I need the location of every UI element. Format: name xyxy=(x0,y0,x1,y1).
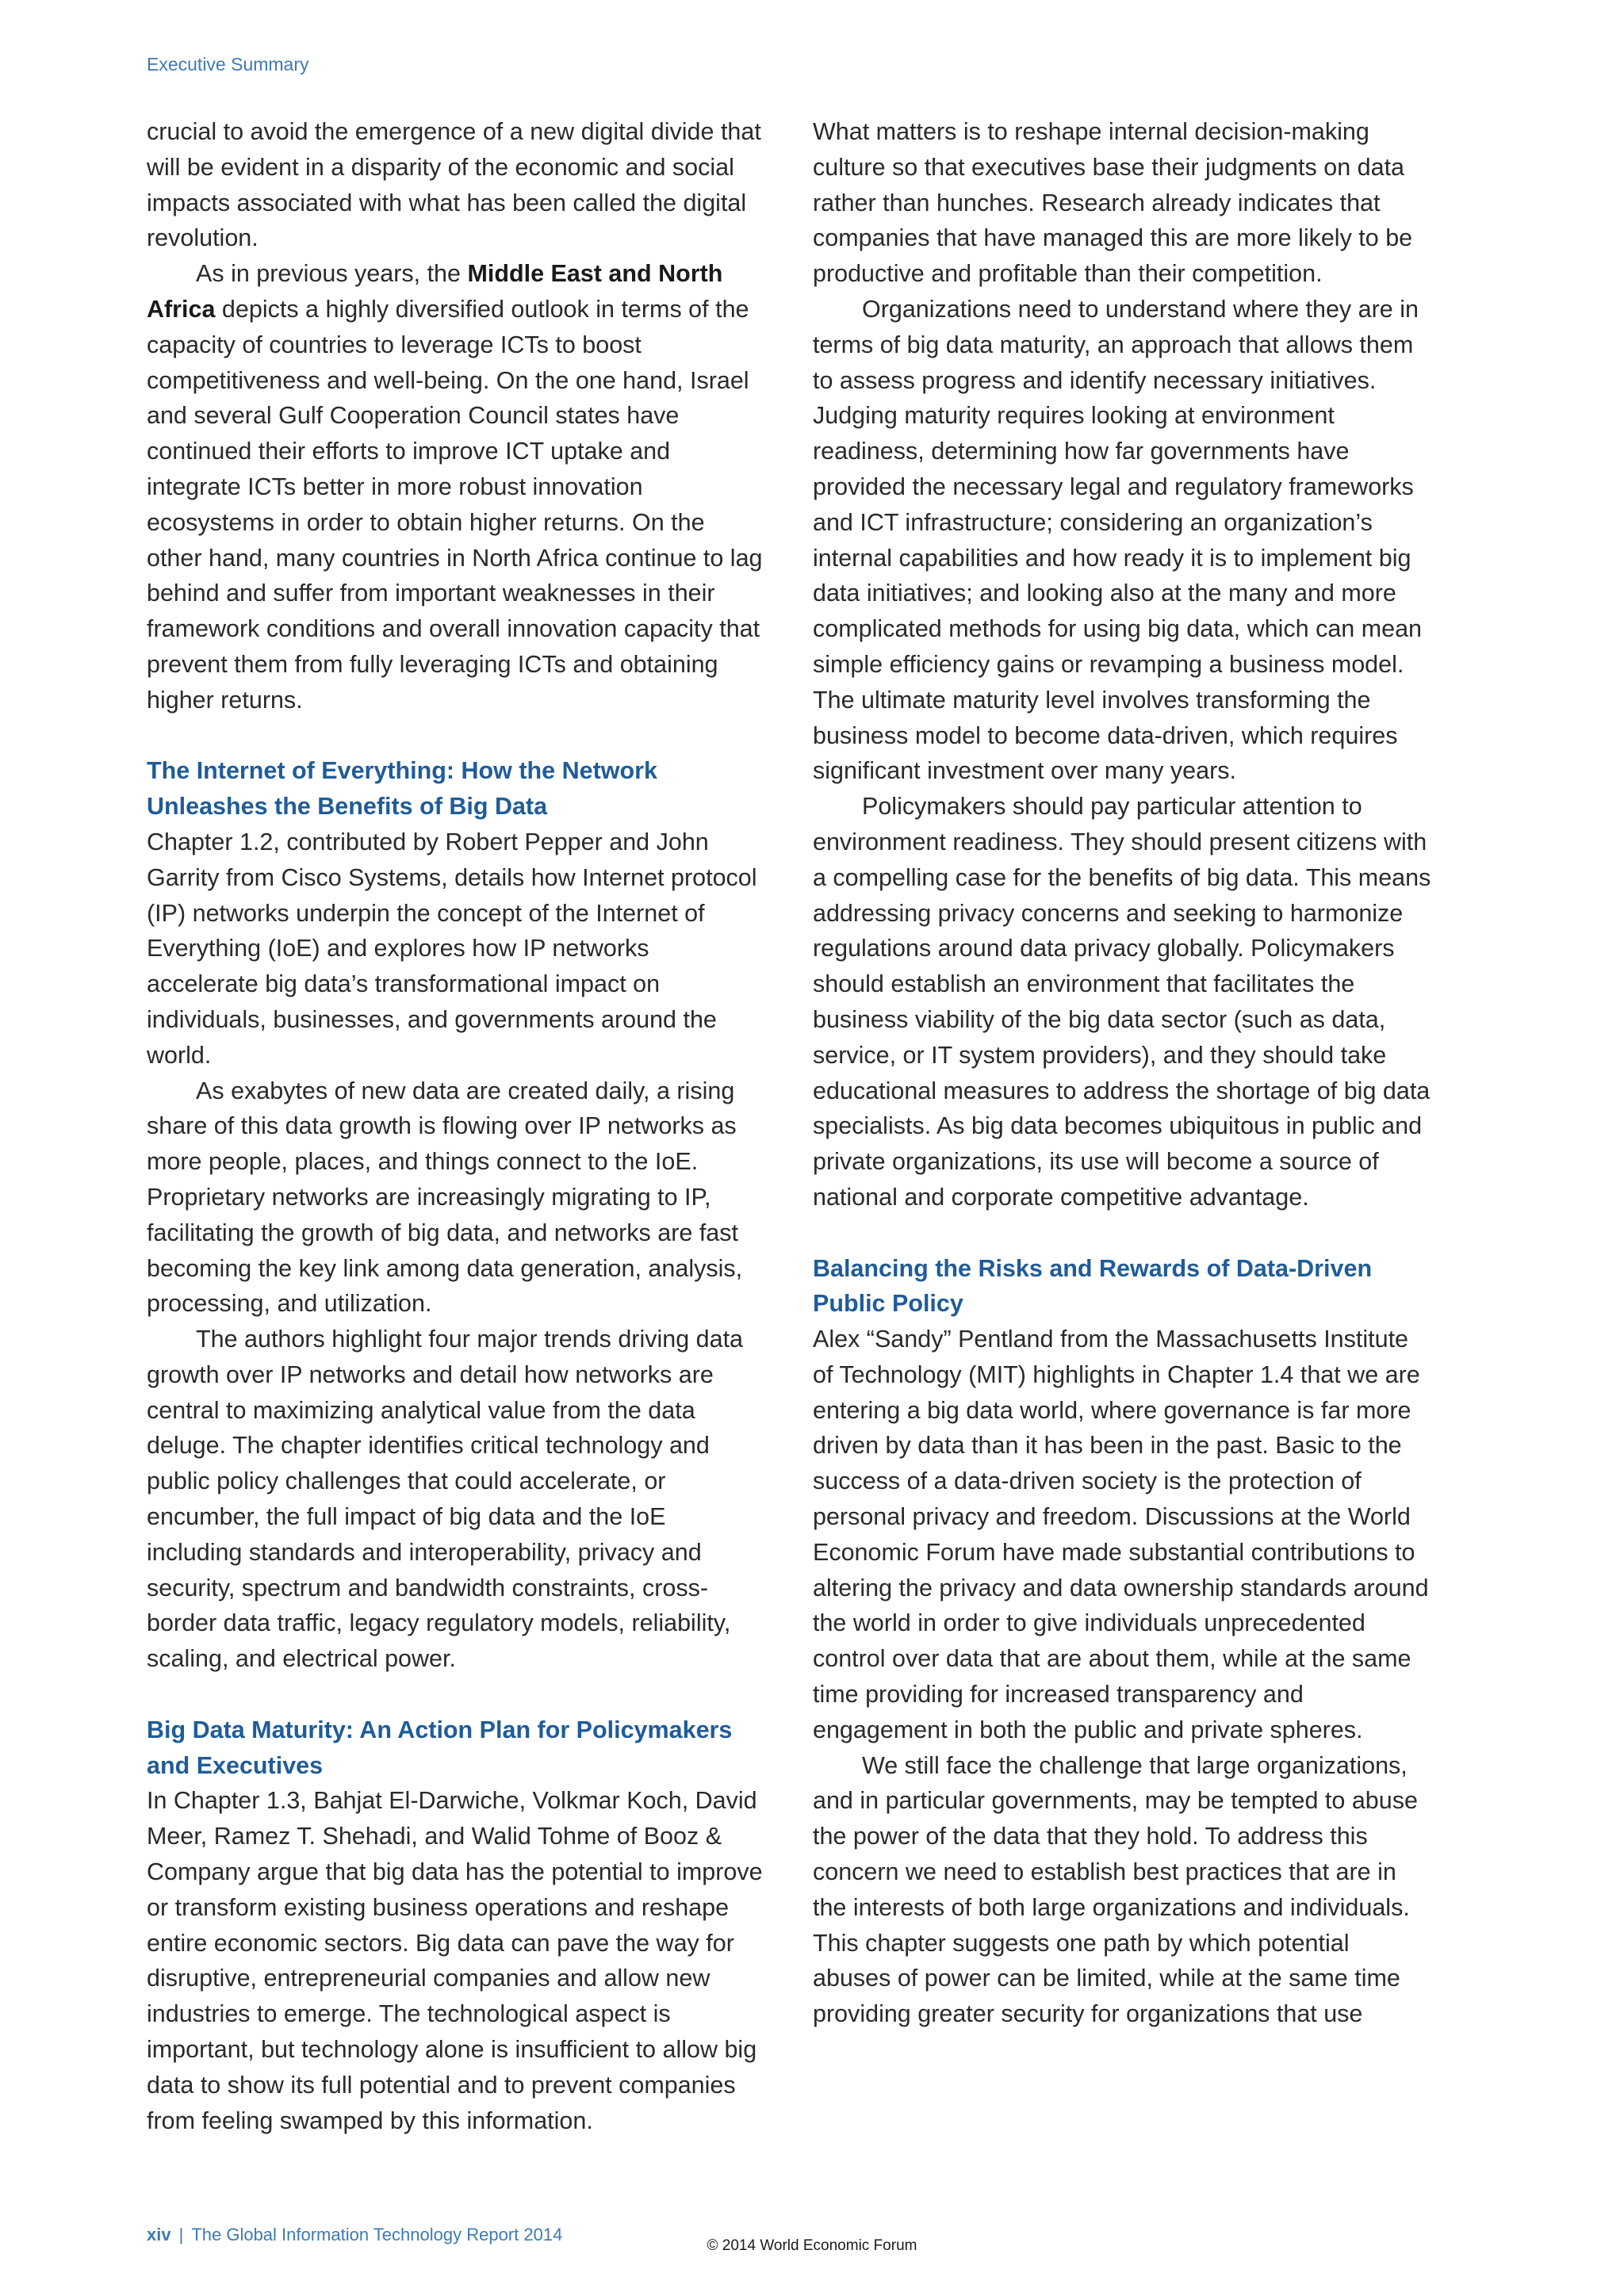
section-heading: The Internet of Everything: How the Network Unleashes the Benefits of Big Data xyxy=(147,757,657,821)
region-name-bold: Middle East and North Africa xyxy=(147,260,723,323)
footer-separator: | xyxy=(178,2225,184,2244)
paragraph-text: depicts a highly diversified outlook in terms of the capacity of countries to leverage ICTs to boost competitiveness and well-being. On the one hand, Israel and several Gulf Cooperation Council states have continued their efforts to improve ICT uptake and integrate ICTs better in more robust innovation ecosystems in order to obtain higher returns. On the other hand, many countries in North Africa continue to lag behind and suffer from important weaknesses in their framework conditions and overall innovation capacity that prevent them from fully leveraging ICTs and obtaining higher returns. xyxy=(147,295,763,714)
left-column xyxy=(147,114,765,2138)
paragraph xyxy=(147,256,765,718)
section-heading: Balancing the Risks and Rewards of Data-Driven Public Policy xyxy=(813,1254,1373,1318)
section-heading: Big Data Maturity: An Action Plan for Policymakers and Executives xyxy=(147,1716,733,1779)
paragraph: As exabytes of new data are created daily, a rising share of this data growth is flowing over IP networks as more people, places, and things connect to the IoE. Proprietary networks are increasingly migrating to IP, facilitating the growth of big data, and networks are fast becoming the key link among data generation, analysis, processing, and utilization. xyxy=(147,1077,743,1318)
paragraph: Alex “Sandy” Pentland from the Massachusetts Institute of Technology (MIT) highlights in Chapter 1.4 that we are entering a big data world, where governance is far more driven by data than it has been in the past. Basic to the success of a data-driven society is the protection of personal privacy and freedom. Discussions at the World Economic Forum have made substantial contributions to altering the privacy and data ownership standards around the world in order to give individuals unprecedented control over data that are about them, while at the same time providing for increased transparency and engagement in both the public and private spheres. xyxy=(813,1326,1429,1743)
paragraph: Chapter 1.2, contributed by Robert Pepper and John Garrity from Cisco Systems, details how Internet protocol (IP) networks underpin the concept of the Internet of Everything (IoE) and explores how IP networks accelerate big data’s transformational impact on individuals, businesses, and governments around the world. xyxy=(147,828,757,1069)
paragraph: The authors highlight four major trends driving data growth over IP networks and detail how networks are central to maximizing analytical value from the data deluge. The chapter identifies critical technology and public policy challenges that could accelerate, or encumber, the full impact of big data and the IoE including standards and interoperability, privacy and security, spectrum and bandwidth constraints, cross-border data traffic, legacy regulatory models, reliability, scaling, and electrical power. xyxy=(147,1326,744,1673)
running-header: Executive Summary xyxy=(147,54,309,75)
report-title: The Global Information Technology Report 2014 xyxy=(191,2225,563,2244)
paragraph: We still face the challenge that large organizations, and in particular governments, may be tempted to abuse the power of the data that they hold. To address this concern we need to establish best practices that are in the interests of both large organizations and individuals. This chapter suggests one path by which potential abuses of power can be limited, while at the same time providing greater security for organizations that use xyxy=(813,1751,1418,2028)
copyright-notice: © 2014 World Economic Forum xyxy=(707,2237,917,2254)
paragraph: crucial to avoid the emergence of a new digital divide that will be evident in a disparity of the economic and social impacts associated with what has been called the digital revolution. xyxy=(147,118,761,252)
paragraph-text: As in previous years, the xyxy=(196,260,468,288)
paragraph: Policymakers should pay particular attention to environment readiness. They should present citizens with a compelling case for the benefits of big data. This means addressing privacy concerns and seeking to harmonize regulations around data privacy globally. Policymakers should establish an environment that facilitates the business viability of the big data sector (such as data, service, or IT system providers), and they should take educational measures to address the shortage of big data specialists. As big data becomes ubiquitous in public and private organizations, its use will become a source of national and corporate competitive advantage. xyxy=(813,793,1431,1211)
right-column xyxy=(813,114,1431,2032)
paragraph: In Chapter 1.3, Bahjat El-Darwiche, Volkmar Koch, David Meer, Ramez T. Shehadi, and Walid Tohme of Booz & Company argue that big data has the potential to improve or transform existing business operations and reshape entire economic sectors. Big data can pave the way for disruptive, entrepreneurial companies and allow new industries to emerge. The technological aspect is important, but technology alone is insufficient to allow big data to show its full potential and to prevent companies from feeling swamped by this information. xyxy=(147,1787,763,2134)
page-number: xiv xyxy=(147,2225,171,2244)
paragraph: What matters is to reshape internal decision-making culture so that executives base their judgments on data rather than hunches. Research already indicates that companies that have managed this are more likely to be productive and profitable than their competition. xyxy=(813,118,1413,288)
paragraph: Organizations need to understand where they are in terms of big data maturity, an approach that allows them to assess progress and identify necessary initiatives. Judging maturity requires looking at environment readiness, determining how far governments have provided the necessary legal and regulatory frameworks and ICT infrastructure; considering an organization’s internal capabilities and how ready it is to implement big data initiatives; and looking also at the many and more complicated methods for using big data, which can mean simple efficiency gains or revamping a business model. The ultimate maturity level involves transforming the business model to become data-driven, which requires significant investment over many years. xyxy=(813,295,1423,785)
